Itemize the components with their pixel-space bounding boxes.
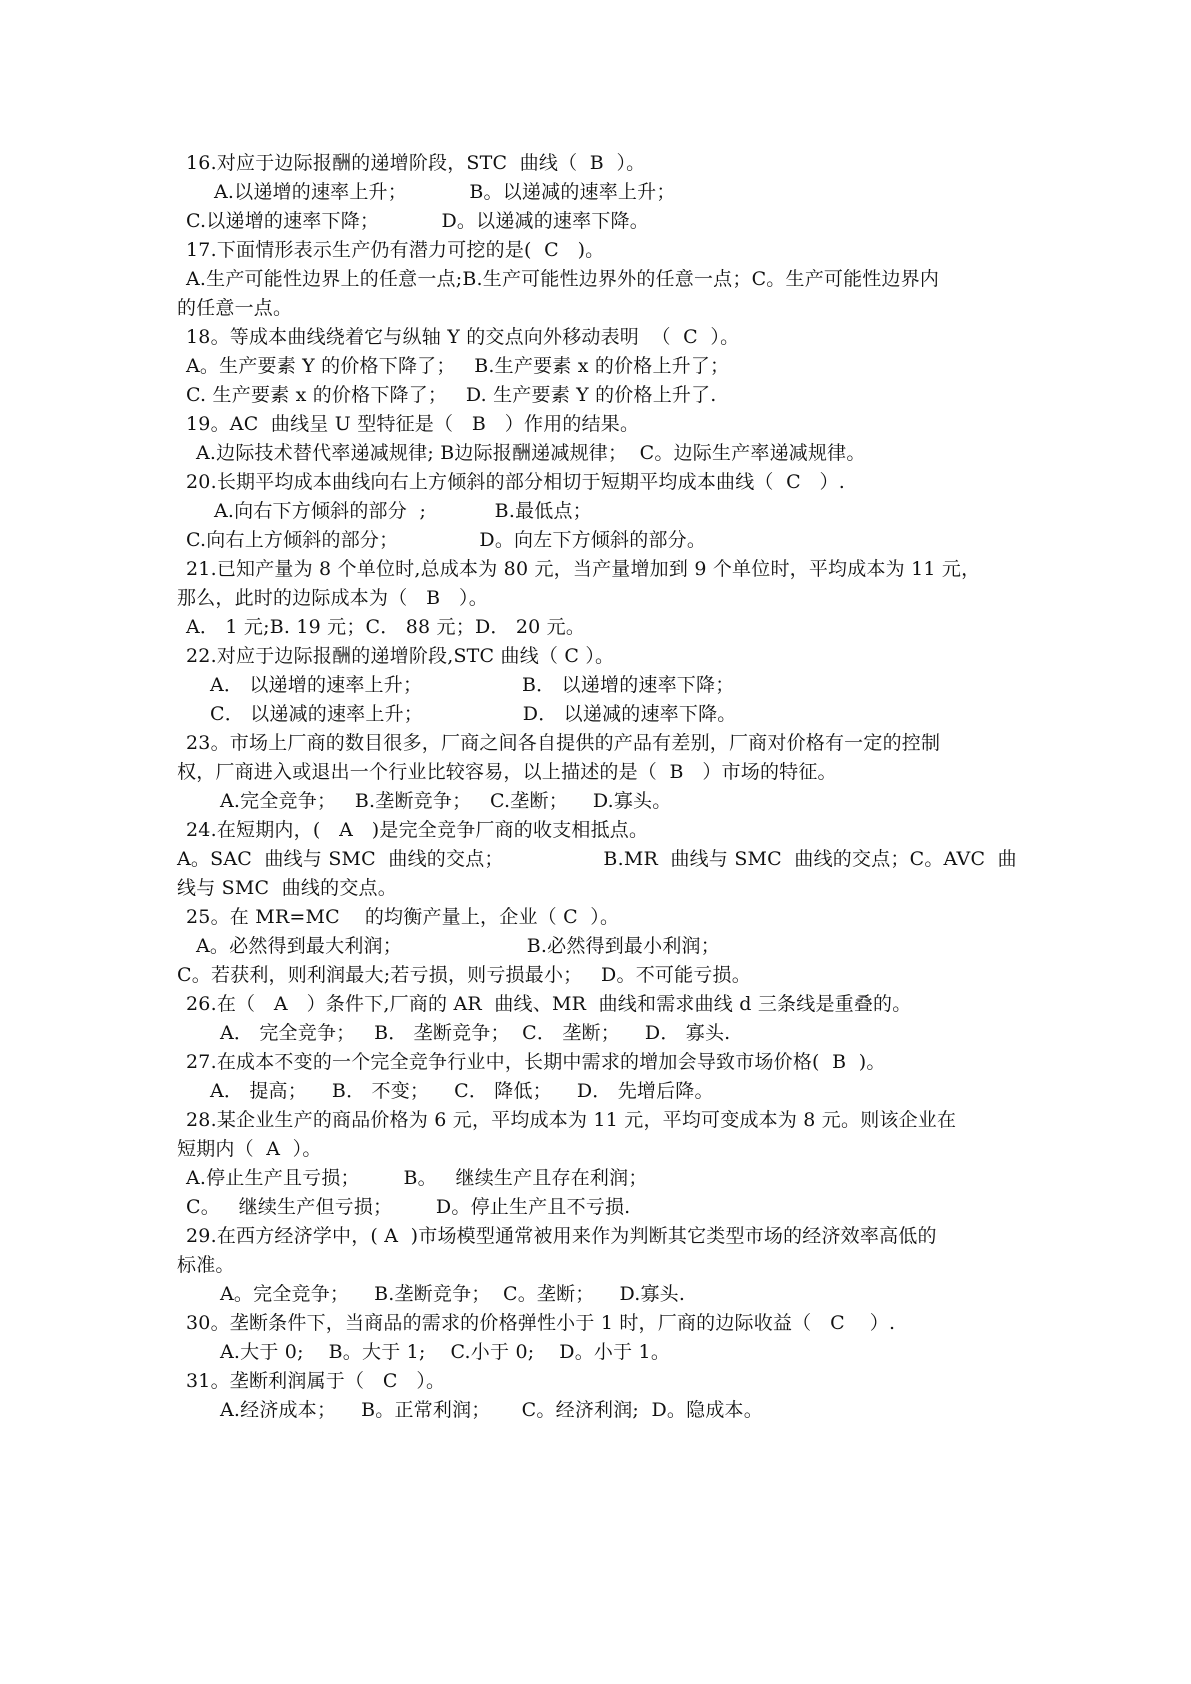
q28-options-cd: C。 继续生产但亏损； D。停止生产且不亏损. <box>186 1196 631 1218</box>
q29-stem-line1: 29.在西方经济学中，( A )市场模型通常被用来作为判断其它类型市场的经济效率高低的 <box>186 1225 937 1247</box>
q22-options-ab: A． 以递增的速率上升； B． 以递增的速率下降； <box>210 674 735 696</box>
q31-options: A.经济成本； B。正常利润； C。经济利润; D。隐成本。 <box>220 1399 763 1421</box>
q20-stem: 20.长期平均成本曲线向右上方倾斜的部分相切于短期平均成本曲线（ C ）. <box>186 471 845 493</box>
q23-stem-line2: 权，厂商进入或退出一个行业比较容易，以上描述的是（ B ）市场的特征。 <box>177 761 837 783</box>
q16-stem: 16.对应于边际报酬的递增阶段，STC 曲线（ B ）。 <box>186 152 646 174</box>
q17-options-line1: A.生产可能性边界上的任意一点;B.生产可能性边界外的任意一点；C。生产可能性边界内 <box>186 268 940 290</box>
q26-options: A． 完全竞争； B． 垄断竞争； C． 垄断； D． 寡头. <box>220 1022 731 1044</box>
q26-stem: 26.在（ A ）条件下,厂商的 AR 曲线、MR 曲线和需求曲线 d 三条线是重叠的。 <box>186 993 912 1015</box>
q31-stem: 31。垄断利润属于（ C ）。 <box>186 1370 446 1392</box>
q25-options-ab: A。必然得到最大利润； B.必然得到最小利润； <box>196 935 720 957</box>
q29-stem-line2: 标准。 <box>177 1254 235 1276</box>
q19-options: A.边际技术替代率递减规律; B边际报酬递减规律； C。边际生产率递减规律。 <box>196 442 866 464</box>
q18-options-ab: A。生产要素 Y 的价格下降了； B.生产要素 x 的价格上升了； <box>186 355 730 377</box>
q21-stem-line2: 那么，此时的边际成本为（ B ）。 <box>177 587 488 609</box>
q16-options-ab: A.以递增的速率上升； B。以递减的速率上升； <box>214 181 676 203</box>
q27-options: A． 提高； B． 不变； C． 降低； D． 先增后降。 <box>210 1080 714 1102</box>
q25-options-cd: C。若获利，则利润最大;若亏损，则亏损最小； D。不可能亏损。 <box>177 964 751 986</box>
q22-stem: 22.对应于边际报酬的递增阶段,STC 曲线（ C ）。 <box>186 645 615 667</box>
q28-stem-line2: 短期内（ A ）。 <box>177 1138 322 1160</box>
q30-stem: 30。垄断条件下，当商品的需求的价格弹性小于 1 时，厂商的边际收益（ C ）. <box>186 1312 896 1334</box>
q17-stem: 17.下面情形表示生产仍有潜力可挖的是( C )。 <box>186 239 605 261</box>
q23-stem-line1: 23。市场上厂商的数目很多，厂商之间各自提供的产品有差别，厂商对价格有一定的控制 <box>186 732 941 754</box>
q18-stem: 18。等成本曲线绕着它与纵轴 Y 的交点向外移动表明 （ C ）。 <box>186 326 740 348</box>
q20-options-ab: A.向右下方倾斜的部分 ; B.最低点； <box>214 500 592 522</box>
q20-options-cd: C.向右上方倾斜的部分； D。向左下方倾斜的部分。 <box>186 529 707 551</box>
q24-options-line2: 线与 SMC 曲线的交点。 <box>177 877 397 899</box>
q27-stem: 27.在成本不变的一个完全竞争行业中，长期中需求的增加会导致市场价格( B )。 <box>186 1051 886 1073</box>
q28-stem-line1: 28.某企业生产的商品价格为 6 元，平均成本为 11 元，平均可变成本为 8 元。则该企业在 <box>186 1109 957 1131</box>
q16-options-cd: C.以递增的速率下降； D。以递减的速率下降。 <box>186 210 649 232</box>
q29-options: A。完全竞争； B.垄断竞争； C。垄断； D.寡头. <box>220 1283 686 1305</box>
q23-options: A.完全竞争； B.垄断竞争； C.垄断； D.寡头。 <box>220 790 672 812</box>
q21-stem-line1: 21.已知产量为 8 个单位时,总成本为 80 元，当产量增加到 9 个单位时，平均成本为 11 元， <box>186 558 981 580</box>
q28-options-ab: A.停止生产且亏损； B。 继续生产且存在利润； <box>186 1167 648 1189</box>
q21-options: A． 1 元;B. 19 元；C． 88 元；D． 20 元。 <box>186 616 586 638</box>
q25-stem: 25。在 MR=MC 的均衡产量上，企业（ C ）。 <box>186 906 620 928</box>
q17-options-line2: 的任意一点。 <box>177 297 293 319</box>
q30-options: A.大于 0; B。大于 1; C.小于 0; D。小于 1。 <box>220 1341 671 1363</box>
q24-stem: 24.在短期内，( A )是完全竞争厂商的收支相抵点。 <box>186 819 649 841</box>
q24-options-line1: A。SAC 曲线与 SMC 曲线的交点； B.MR 曲线与 SMC 曲线的交点；C。AVC 曲 <box>177 848 1017 870</box>
q18-options-cd: C. 生产要素 x 的价格下降了； D. 生产要素 Y 的价格上升了. <box>186 384 717 406</box>
q19-stem: 19。AC 曲线呈 U 型特征是（ B ）作用的结果。 <box>186 413 640 435</box>
q22-options-cd: C． 以递减的速率上升； D． 以递减的速率下降。 <box>210 703 737 725</box>
